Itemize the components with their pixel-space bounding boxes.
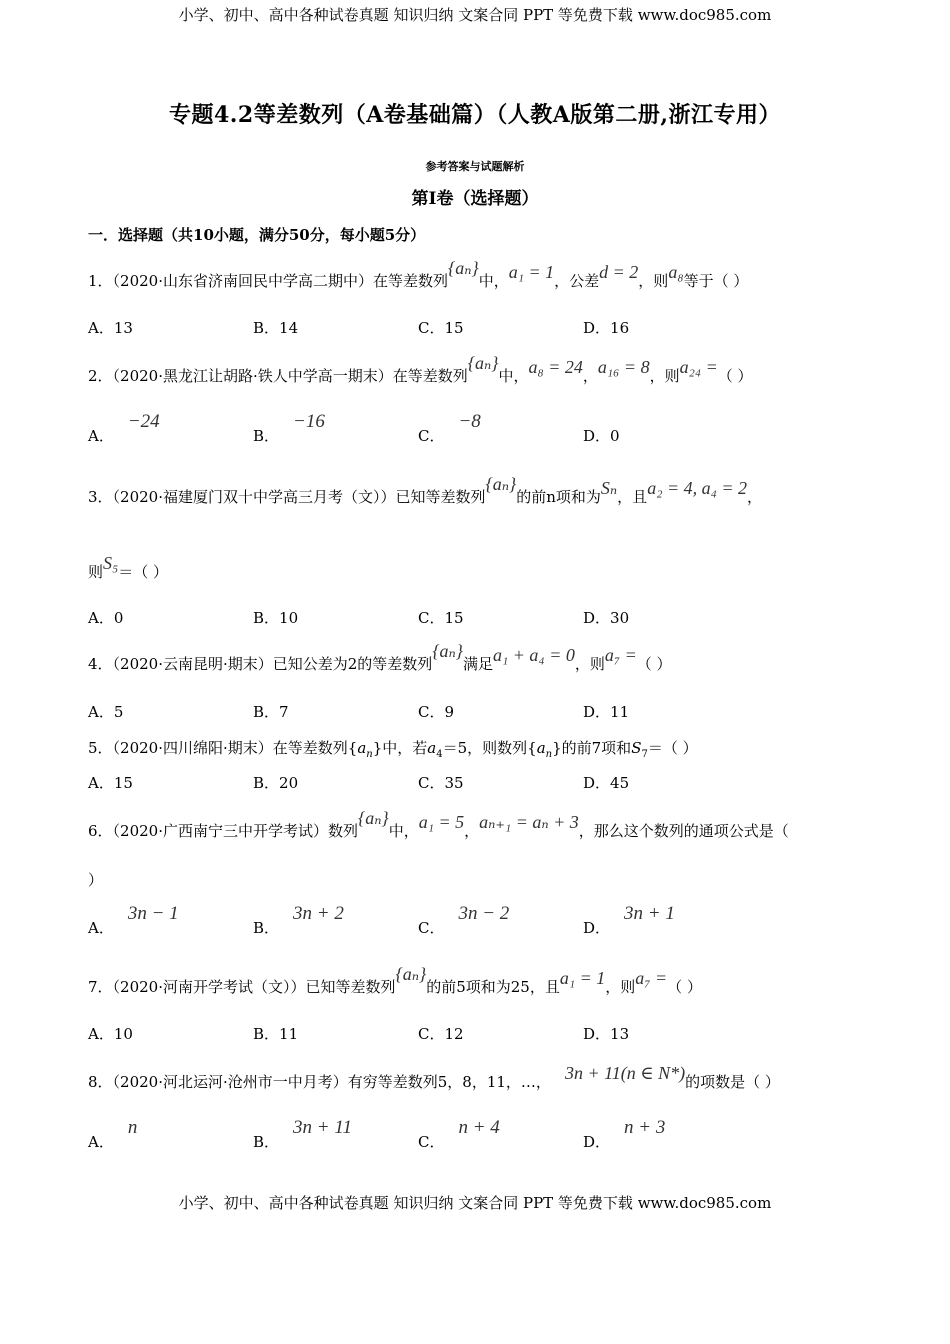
- option-d[interactable]: [583, 903, 675, 939]
- section-heading: 一．选择题（共10小题，满分50分，每小题5分）: [88, 226, 426, 244]
- question-text: 中，: [388, 822, 419, 840]
- option-b[interactable]: B．10: [253, 609, 299, 627]
- question-text: 中，: [498, 367, 529, 385]
- option-c[interactable]: [418, 411, 481, 447]
- math-expression: d = 2: [599, 262, 639, 282]
- question-text: 中，: [478, 272, 509, 290]
- option-math: 3n + 2: [293, 903, 344, 924]
- question-text: 满足: [463, 655, 494, 673]
- question-text: ，则: [574, 655, 605, 673]
- math-expression: a₂ = 4, a₄ = 2: [647, 478, 747, 498]
- option-d[interactable]: D．13: [583, 1025, 630, 1043]
- option-d[interactable]: D．11: [583, 703, 630, 721]
- option-a[interactable]: A．0: [88, 609, 124, 627]
- option-math: 3n + 1: [624, 903, 675, 924]
- option-a[interactable]: A．13: [88, 319, 133, 337]
- question-3: [88, 474, 763, 507]
- math-expression: {aₙ}: [467, 353, 499, 373]
- math-expression: a₂₄ =: [679, 357, 718, 377]
- option-math: −8: [458, 411, 481, 432]
- part-title: 第Ⅰ卷（选择题）: [411, 189, 539, 209]
- math-expression: a₁ + a₄ = 0: [493, 645, 575, 665]
- option-letter: A．: [88, 919, 114, 937]
- question-8: [88, 1063, 780, 1092]
- math-expression: S₅: [103, 553, 119, 573]
- question-text: ）: [88, 871, 104, 889]
- question-text: ＝（ ）: [118, 563, 169, 581]
- question-7: [88, 964, 702, 997]
- option-math: 3n − 2: [458, 903, 510, 924]
- variable: a: [427, 739, 437, 757]
- option-d[interactable]: D．16: [583, 319, 630, 337]
- option-math: n + 4: [458, 1117, 500, 1138]
- question-text: 等于（ ）: [683, 272, 749, 290]
- question-text: ，: [582, 367, 598, 385]
- math-expression: {aₙ}: [432, 641, 464, 661]
- question-text: 的项数是（ ）: [685, 1073, 780, 1091]
- option-letter: D．: [583, 1133, 611, 1151]
- question-text: ，: [464, 822, 480, 840]
- options-row: [0, 1023, 950, 1045]
- question-text: ＝5，则数列{: [442, 739, 537, 757]
- question-1: [88, 258, 749, 291]
- option-math: −16: [293, 411, 325, 432]
- option-b[interactable]: B．14: [253, 319, 299, 337]
- option-b[interactable]: [253, 1117, 352, 1153]
- math-expression: a₇ =: [635, 968, 668, 988]
- question-2: [88, 353, 753, 386]
- option-c[interactable]: [418, 1117, 500, 1153]
- options-row: [0, 701, 950, 723]
- subscript: 4: [436, 749, 443, 760]
- question-text: ，公差: [554, 272, 600, 290]
- options-row: [0, 772, 950, 794]
- option-math: n: [127, 1117, 138, 1138]
- question-text: ，且: [617, 488, 648, 506]
- option-a[interactable]: A．5: [88, 703, 124, 721]
- subscript: n: [366, 749, 373, 760]
- options-row: [0, 607, 950, 629]
- option-d[interactable]: D．30: [583, 609, 630, 627]
- question-text: ，那么这个数列的通项公式是（: [578, 822, 789, 840]
- math-expression: {aₙ}: [358, 808, 389, 828]
- option-a[interactable]: A．15: [88, 774, 133, 792]
- math-expression: 3n + 11(n ∈ N*): [564, 1063, 686, 1083]
- math-expression: Sₙ: [600, 478, 618, 498]
- math-expression: {aₙ}: [485, 474, 517, 494]
- option-d[interactable]: [583, 1117, 666, 1153]
- options-row: [0, 411, 950, 447]
- header-banner: 小学、初中、高中各种试卷真题 知识归纳 文案合同 PPT 等免费下载 www.doc985.com: [178, 6, 772, 24]
- variable: a: [536, 739, 546, 757]
- options-row: [0, 1117, 950, 1153]
- math-expression: {aₙ}: [448, 258, 479, 278]
- option-letter: C．: [418, 919, 445, 937]
- math-expression: a₈: [668, 262, 684, 282]
- option-b[interactable]: B．11: [253, 1025, 299, 1043]
- option-a[interactable]: [88, 1117, 138, 1153]
- question-text: ，: [747, 488, 763, 506]
- question-4: [88, 641, 672, 674]
- math-expression: a₁₆ = 8: [597, 357, 650, 377]
- question-text: ＝（ ）: [647, 739, 698, 757]
- question-6: [88, 808, 789, 841]
- option-math: −24: [127, 411, 160, 432]
- question-text: ，则: [638, 272, 669, 290]
- option-letter: A．: [88, 1133, 114, 1151]
- question-3-continued: [88, 553, 169, 582]
- option-math: 3n + 11: [293, 1117, 352, 1138]
- question-text: 2．（2020·黑龙江让胡路·铁人中学高一期末）在等差数列: [88, 367, 468, 385]
- option-d[interactable]: D．0: [583, 427, 620, 445]
- question-text: 1．（2020·山东省济南回民中学高二期中）在等差数列: [88, 272, 448, 290]
- question-text: }的前7项和: [552, 739, 632, 757]
- option-letter: A．: [88, 427, 114, 445]
- option-b[interactable]: B．7: [253, 703, 289, 721]
- option-letter: B．: [253, 919, 280, 937]
- page-subtitle: 参考答案与试题解析: [425, 160, 525, 173]
- question-text: }中，若: [372, 739, 428, 757]
- option-b[interactable]: [253, 903, 344, 939]
- variable: a: [357, 739, 367, 757]
- option-a[interactable]: [88, 903, 179, 939]
- option-math: n + 3: [624, 1117, 666, 1138]
- math-expression: a₈ = 24: [528, 357, 583, 377]
- option-c[interactable]: C．15: [418, 319, 464, 337]
- option-letter: C．: [418, 427, 445, 445]
- question-text: ，则: [649, 367, 680, 385]
- option-math: 3n − 1: [127, 903, 179, 924]
- question-text: （ ）: [667, 978, 702, 996]
- option-c[interactable]: [418, 903, 510, 939]
- footer-banner: 小学、初中、高中各种试卷真题 知识归纳 文案合同 PPT 等免费下载 www.doc985.com: [178, 1194, 772, 1212]
- question-text: 7．（2020·河南开学考试（文））已知等差数列: [88, 978, 396, 996]
- variable: S: [631, 739, 642, 757]
- question-text: （ ）: [636, 655, 672, 673]
- option-d[interactable]: D．45: [583, 774, 630, 792]
- question-text: 6．（2020·广西南宁三中开学考试）数列: [88, 822, 358, 840]
- question-text: 的前n项和为: [516, 488, 601, 506]
- option-c[interactable]: C．35: [418, 774, 464, 792]
- question-text: 则: [88, 563, 104, 581]
- option-c[interactable]: C．15: [418, 609, 464, 627]
- question-text: ，则: [605, 978, 636, 996]
- option-b[interactable]: B．20: [253, 774, 299, 792]
- option-letter: B．: [253, 427, 280, 445]
- subscript: n: [545, 749, 553, 760]
- question-6-continued: [88, 869, 103, 890]
- math-expression: a₁ = 1: [508, 262, 555, 282]
- math-expression: a₇ =: [604, 645, 637, 665]
- option-letter: C．: [418, 1133, 445, 1151]
- option-c[interactable]: C．12: [418, 1025, 464, 1043]
- question-text: （ ）: [717, 367, 753, 385]
- question-text: 4．（2020·云南昆明·期末）已知公差为2的等差数列: [88, 655, 433, 673]
- options-row: [0, 317, 950, 339]
- option-a[interactable]: A．10: [88, 1025, 133, 1043]
- math-expression: aₙ₊₁ = aₙ + 3: [479, 812, 579, 832]
- question-5: [88, 737, 698, 760]
- math-expression: {aₙ}: [395, 964, 427, 984]
- math-expression: a₁ = 5: [418, 812, 465, 832]
- math-expression: a₁ = 1: [559, 968, 606, 988]
- page-title: 专题4.2等差数列（A卷基础篇）（人教A版第二册,浙江专用）: [168, 102, 782, 128]
- question-text: 8．（2020·河北运河·沧州市一中月考）有穷等差数列5，8，11，…，: [88, 1073, 551, 1091]
- subscript: 7: [641, 749, 648, 760]
- option-letter: B．: [253, 1133, 280, 1151]
- option-b[interactable]: [253, 411, 325, 447]
- option-c[interactable]: C．9: [418, 703, 455, 721]
- question-text: 3．（2020·福建厦门双十中学高三月考（文））已知等差数列: [88, 488, 486, 506]
- question-text: 的前5项和为25，且: [426, 978, 560, 996]
- options-row: [0, 903, 950, 939]
- option-letter: D．: [583, 919, 611, 937]
- option-a[interactable]: [88, 411, 160, 447]
- question-text: 5．（2020·四川绵阳·期末）在等差数列{: [88, 739, 358, 757]
